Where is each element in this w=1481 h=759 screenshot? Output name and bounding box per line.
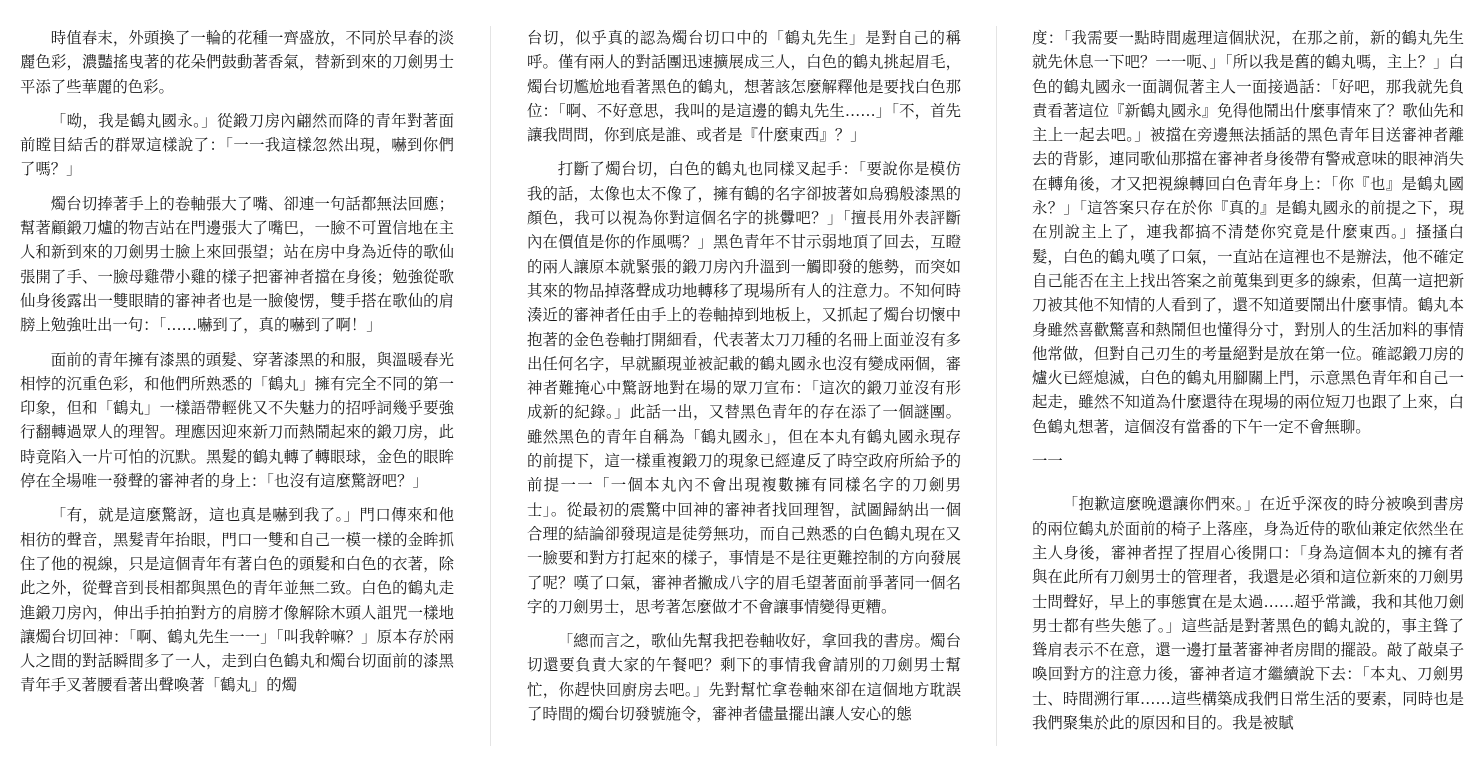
paragraph: 時值春末，外頭換了一輪的花種一齊盛放，不同於早春的淡麗色彩，濃豔搖曳著的花朵們鼓動著香氣，替新到來的刀劍男士平添了些華麗的色彩。	[20, 29, 454, 96]
scene-separator: 一一	[1032, 452, 1063, 471]
paragraph: 打斷了燭台切，白色的鶴丸也同樣叉起手：「要說你是模仿我的話，太像也太不像了，擁有鶴的名字卻披著如烏鴉般漆黑的顏色，我可以視為你對這個名字的挑釁吧？」「擅長用外表評斷內在價值是你的作風嗎？」黑色青年不甘示弱地頂了回去，互瞪的兩人讓原本就緊張的鍛刀房內升溫到一觸即發的態勢，而突如其來的物品掉落聲成功地轉移了現場所有人的注意力。不知何時湊近的審神者任由手上的卷軸掉到地板上，又抓起了燭台切懷中抱著的金色卷軸打開細看，代表著太刀刀種的名冊上面並沒有多出任何名字，早就顯現並被記載的鶴丸國永也沒有變成兩個，審神者難掩心中驚訝地對在場的眾刀宣布：「這次的鍛刀並沒有形成新的紀錄。」此話一出，又替黑色青年的存在添了一個謎團。雖然黑色的青年自稱為「鶴丸國永」，但在本丸有鶴丸國永現存的前提下，這一樣重複鍛刀的現象已經違反了時空政府所給予的前提一一「一個本丸內不會出現複數擁有同樣名字的刀劍男士」。從最初的震驚中回神的審神者找回理智，試圖歸納出一個合理的結論卻發現這是徒勞無功，而自己熟悉的白色鶴丸現在又一臉要和對方打起來的樣子，事情是不是往更難控制的方向發展了呢？嘆了口氣，審神者撇成八字的眉毛望著面前爭著同一個名字的刀劍男士，思考著怎麼做才不會讓事情變得更糟。	[527, 160, 961, 616]
paragraph: 燭台切捧著手上的卷軸張大了嘴、卻連一句話都無法回應；幫著顧鍛刀爐的物吉站在門邊張大了嘴巴，一臉不可置信地在主人和新到來的刀劍男士臉上來回張望；站在房中身為近侍的歌仙張開了手、一臉母雞帶小雞的樣子把審神者擋在身後；勉強從歌仙身後露出一雙眼睛的審神者也是一臉傻愣，雙手搭在歌仙的肩膀上勉強吐出一句：「……嚇到了，真的嚇到了啊！」	[20, 194, 454, 335]
paragraph: 「呦，我是鶴丸國永。」從鍛刀房內翩然而降的青年對著面前瞠目結舌的群眾這樣說了：「一一我這樣忽然出現，嚇到你們了嗎？」	[20, 111, 454, 179]
paragraph: 台切，似乎真的認為燭台切口中的「鶴丸先生」是對自己的稱呼。僅有兩人的對話團迅速擴展成三人，白色的鶴丸挑起眉毛，燭台切尷尬地看著黑色的鶴丸，想著該怎麼解釋他是要找白色那位：「啊、不好意思，我叫的是這邊的鶴丸先生……」「不，首先讓我問問，你到底是誰、或者是『什麼東西』？」	[527, 29, 961, 145]
paragraph: 「總而言之，歌仙先幫我把卷軸收好，拿回我的書房。燭台切還要負責大家的午餐吧？剩下的事情我會請別的刀劍男士幫忙，你趕快回廚房去吧。」先對幫忙拿卷軸來卻在這個地方耽誤了時間的燭台切發號施令，審神者儘量擺出讓人安心的態	[527, 632, 961, 724]
text-column-3	[1032, 26, 1464, 759]
paragraph: 面前的青年擁有漆黑的頭髮、穿著漆黑的和服，與溫暖春光相悖的沉重色彩，和他們所熟悉的「鶴丸」擁有完全不同的第一印象，但和「鶴丸」一樣語帶輕佻又不失魅力的招呼詞幾乎要強行翻轉過眾人的理智。理應因迎來新刀而熱鬧起來的鍛刀房，此時竟陷入一片可怕的沉默。黑髮的鶴丸轉了轉眼球，金色的眼眸停在全場唯一發聲的審神者的身上：「也沒有這麼驚訝吧？」	[20, 350, 454, 491]
text-column-2	[527, 26, 961, 759]
text-column-1	[20, 26, 454, 759]
paragraph: 「抱歉這麼晚還讓你們來。」在近乎深夜的時分被喚到書房的兩位鶴丸於面前的椅子上落座，身為近侍的歌仙兼定依然坐在主人身後，審神者捏了捏眉心後開口：「身為這個本丸的擁有者與在此所有刀劍男士的管理者，我還是必須和這位新來的刀劍男士問聲好，早上的事態實在是太過……超乎常識，我和其他刀劍男士都有些失態了。」這些話是對著黑色的鶴丸說的，事主聳了聳肩表示不在意，還一邊打量著審神者房間的擺設。敲了敲桌子喚回對方的注意力後，審神者這才繼續說下去：「本丸、刀劍男士、時間溯行軍……這些構築成我們日常生活的要素，同時也是我們聚集於此的原因和目的。我是被賦	[1032, 495, 1464, 733]
column-divider	[490, 26, 491, 746]
paragraph: 「有，就是這麼驚訝，這也真是嚇到我了。」門口傳來和他相彷的聲音，黑髮青年抬眼，門口一雙和自己一模一樣的金眸抓住了他的視線，只是這個青年有著白色的頭髮和白色的衣著，除此之外，從聲音到長相都與黑色的青年並無二致。白色的鶴丸走進鍛刀房內，伸出手拍拍對方的肩膀才像解除木頭人詛咒一樣地讓燭台切回神：「啊、鶴丸先生一一」「叫我幹嘛？」原本存於兩人之間的對話瞬間多了一人，走到白色鶴丸和燭台切面前的漆黑青年手叉著腰看著出聲喚著「鶴丸」的燭	[20, 506, 454, 695]
paragraph: 度：「我需要一點時間處理這個狀況，在那之前，新的鶴丸先生就先休息一下吧？一一呃、」「所以我是舊的鶴丸嗎，主上？」白色的鶴丸國永一面調侃著主人一面接過話：「好吧，那我就先負責看著這位『新鶴丸國永』免得他鬧出什麼事情來了？歌仙先和主上一起去吧。」被擋在旁邊無法插話的黑色青年目送審神者離去的背影，連同歌仙那擋在審神者身後帶有警戒意味的眼神消失在轉角後，才又把視線轉回白色青年身上：「你『也』是鶴丸國永？」「這答案只存在於你『真的』是鶴丸國永的前提之下，現在別說主上了，連我都搞不清楚你究竟是什麼東西。」搔搔白髮，白色的鶴丸嘆了口氣，一直站在這裡也不是辦法，他不確定自己能否在主上找出答案之前蒐集到更多的線索，但萬一這把新刀被其他不知情的人看到了，還不知道要鬧出什麼事情。鶴丸本身雖然喜歡驚喜和熱鬧但也懂得分寸，對別人的生活加料的事情他常做，但對自己刃生的考量絕對是放在第一位。確認鍛刀房的爐火已經熄滅，白色的鶴丸用腳關上門，示意黑色青年和自己一起走，雖然不知道為什麼還待在現場的兩位短刀也跟了上來，白色鶴丸想著，這個沒有當番的下午一定不會無聊。	[1032, 29, 1464, 436]
column-divider	[996, 26, 997, 746]
